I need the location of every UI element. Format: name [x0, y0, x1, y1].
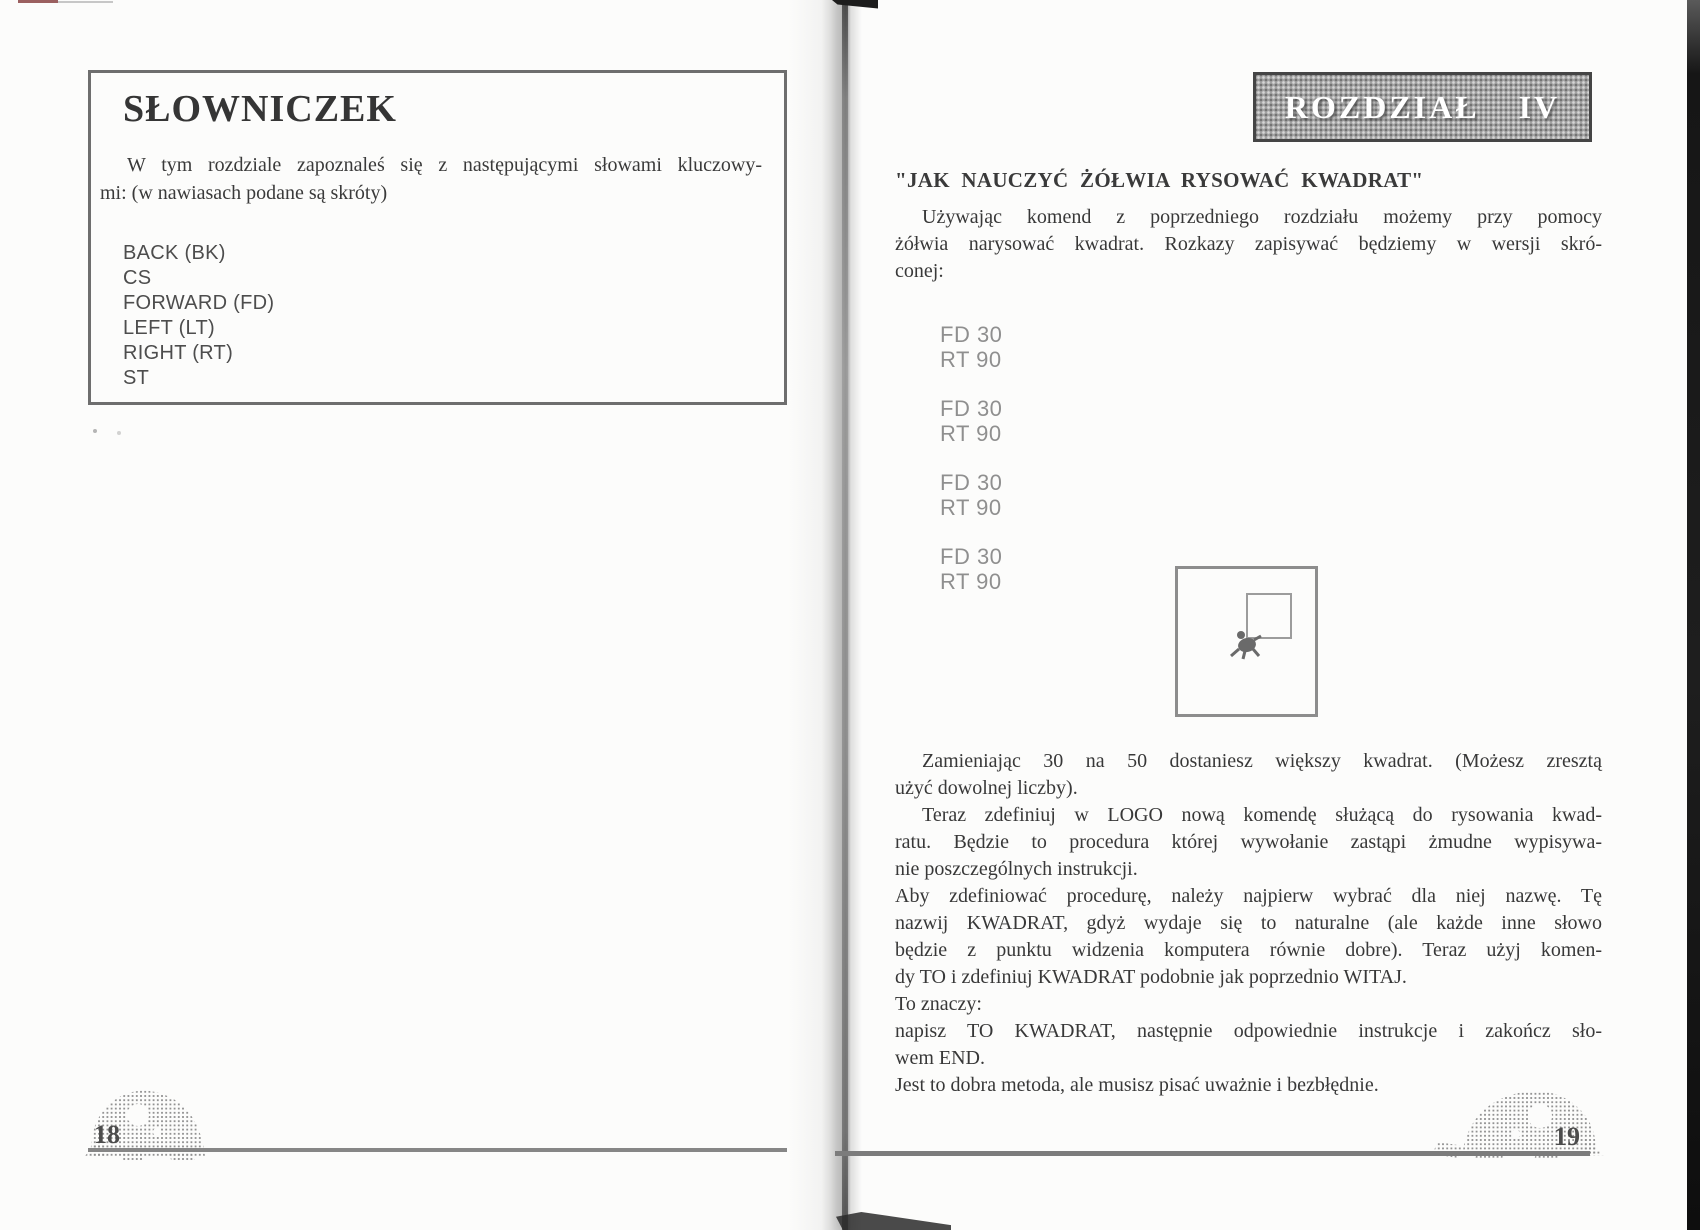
- text-line: ratu. Będzie to procedura której wywołanie zastąpi żmudne wypisywa-: [895, 831, 1602, 853]
- paragraph: [895, 1018, 1602, 1072]
- gutter-shadow: [788, 0, 862, 1230]
- code-line: FD 30: [940, 396, 1003, 421]
- text-line: Jest to dobra metoda, ale musisz pisać uważnie i bezbłędnie.: [895, 1074, 1379, 1096]
- footer-rule: [88, 1148, 787, 1152]
- page-number: 19: [1554, 1122, 1580, 1151]
- keyword-item: ST: [123, 367, 150, 389]
- code-block: [940, 470, 1002, 520]
- code-line: FD 30: [940, 470, 1003, 495]
- scan-red-mark: [18, 0, 58, 3]
- code-line: RT 90: [940, 421, 1002, 446]
- page-number: 18: [94, 1120, 120, 1149]
- text-line: żółwia narysować kwadrat. Rozkazy zapisywać będziemy w wersji skró-: [895, 233, 1602, 255]
- text-line: będzie z punktu widzenia komputera równie dobre). Teraz użyj komen-: [895, 939, 1602, 961]
- keyword-item: LEFT (LT): [123, 317, 215, 339]
- text-line: mi: (w nawiasach podane są skróty): [100, 182, 388, 204]
- keyword-item: BACK (BK): [123, 242, 226, 264]
- paragraph: [895, 991, 1602, 1018]
- body-paragraphs: [895, 748, 1602, 1099]
- section-title: "JAK NAUCZYĆ ŻÓŁWIA RYSOWAĆ KWADRAT": [895, 168, 1424, 192]
- keyword-item: RIGHT (RT): [123, 342, 234, 364]
- keyword-item: FORWARD (FD): [123, 292, 275, 314]
- keyword-list: [123, 241, 274, 391]
- text-line: conej:: [895, 260, 944, 282]
- code-block: [940, 544, 1002, 594]
- text-line: użyć dowolnej liczby).: [895, 777, 1078, 799]
- code-line: RT 90: [940, 495, 1002, 520]
- turtle-icon: [1228, 629, 1266, 666]
- text-line: W tym rozdziale zapoznaleś się z następującymi słowami kluczowy-: [127, 154, 762, 176]
- text-line: Teraz zdefiniuj w LOGO nową komendę służącą do rysowania kwad-: [922, 804, 1602, 826]
- text-line: Zamieniając 30 na 50 dostaniesz większy kwadrat. (Możesz zresztą: [922, 750, 1602, 772]
- keyword-item: CS: [123, 267, 152, 289]
- text-line: To znaczy:: [895, 993, 982, 1015]
- code-line: FD 30: [940, 544, 1003, 569]
- page-edge-strip: [1687, 0, 1700, 1230]
- glossary-box: [88, 70, 787, 405]
- binding-line: [842, 0, 848, 1230]
- scan-speck: [117, 431, 121, 435]
- text-line: dy TO i zdefiniuj KWADRAT podobnie jak poprzednio WITAJ.: [895, 966, 1407, 988]
- paragraph: [895, 748, 1602, 802]
- chapter-badge-label: ROZDZIAŁ IV: [1284, 89, 1561, 125]
- figure-frame: [1175, 566, 1318, 717]
- text-line: Aby zdefiniować procedurę, należy najpierw wybrać dla niej nazwę. Tę: [895, 885, 1602, 907]
- code-listing: [940, 322, 1002, 618]
- text-line: Używając komend z poprzedniego rozdziału możemy przy pomocy: [922, 206, 1602, 228]
- text-line: napisz TO KWADRAT, następnie odpowiednie instrukcje i zakończ sło-: [895, 1020, 1602, 1042]
- code-line: RT 90: [940, 569, 1002, 594]
- text-line: wem END.: [895, 1047, 985, 1069]
- footer-rule: [835, 1151, 1590, 1156]
- code-block: [940, 396, 1002, 446]
- text-line: nie poszczególnych instrukcji.: [895, 858, 1138, 880]
- chapter-badge: [1253, 72, 1592, 142]
- glossary-title: SŁOWNICZEK: [123, 88, 397, 130]
- paragraph: [895, 883, 1602, 991]
- text-line: nazwij KWADRAT, gdyż wydaje się to naturalne (ale każde inne słowo: [895, 912, 1602, 934]
- scan-speck: [93, 429, 97, 433]
- intro-paragraph: [895, 204, 1602, 285]
- left-page: [0, 0, 788, 1230]
- paragraph: [895, 802, 1602, 883]
- code-line: RT 90: [940, 347, 1002, 372]
- code-block: [940, 322, 1002, 372]
- glossary-intro-paragraph: [100, 151, 762, 207]
- scan-gray-mark: [58, 1, 113, 3]
- code-line: FD 30: [940, 322, 1003, 347]
